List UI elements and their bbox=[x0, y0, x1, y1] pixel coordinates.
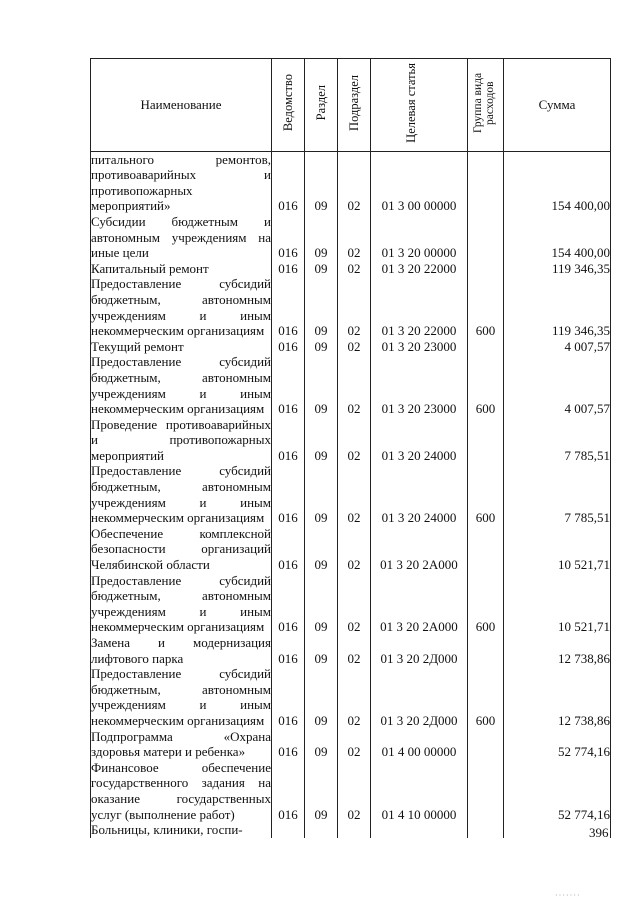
row-section: 09 bbox=[305, 635, 338, 666]
row-expense-group bbox=[468, 526, 504, 573]
table-row bbox=[91, 214, 611, 261]
row-expense-group bbox=[468, 822, 504, 838]
table-row bbox=[91, 666, 611, 728]
row-name: питального ремонтов, противоаварийных и противопожарных мероприятий» bbox=[91, 151, 271, 214]
row-section: 09 bbox=[305, 463, 338, 525]
row-subsection bbox=[338, 822, 371, 838]
table-row bbox=[91, 526, 611, 573]
row-subsection: 02 bbox=[338, 276, 371, 338]
table-row bbox=[91, 417, 611, 464]
header-expense-group: Группа вида расходов bbox=[468, 59, 504, 152]
row-subsection: 02 bbox=[338, 339, 371, 355]
header-amount: Сумма bbox=[504, 59, 611, 152]
table-row bbox=[91, 729, 611, 760]
row-expense-group bbox=[468, 635, 504, 666]
row-amount: 10 521,71 bbox=[504, 526, 611, 573]
row-amount: 7 785,51 bbox=[504, 417, 611, 464]
row-target-item: 01 3 20 00000 bbox=[371, 214, 468, 261]
row-section: 09 bbox=[305, 526, 338, 573]
row-subsection: 02 bbox=[338, 573, 371, 635]
row-name: Текущий ремонт bbox=[91, 339, 272, 355]
header-section: Раздел bbox=[305, 59, 338, 152]
row-amount: 10 521,71 bbox=[504, 573, 611, 635]
row-target-item: 01 4 00 00000 bbox=[371, 729, 468, 760]
row-name: Предоставление субсидий бюджетным, автономным учреждениям и иным некоммерческим организациям bbox=[91, 572, 271, 635]
row-target-item: 01 3 20 2Д000 bbox=[371, 666, 468, 728]
row-target-item: 01 3 00 00000 bbox=[371, 151, 468, 214]
row-expense-group bbox=[468, 339, 504, 355]
row-target-item: 01 3 20 24000 bbox=[371, 417, 468, 464]
row-section: 09 bbox=[305, 339, 338, 355]
table-row bbox=[91, 573, 611, 635]
row-section bbox=[305, 822, 338, 838]
row-name: Предоставление субсидий бюджетным, автономным учреждениям и иным некоммерческим организациям bbox=[91, 463, 271, 526]
table-row bbox=[91, 151, 611, 214]
row-amount: 119 346,35 bbox=[504, 276, 611, 338]
row-target-item: 01 3 20 2Д000 bbox=[371, 635, 468, 666]
row-section: 09 bbox=[305, 276, 338, 338]
row-name: Подпрограмма «Охрана здоровья матери и ребенка» bbox=[91, 728, 271, 760]
row-section: 09 bbox=[305, 666, 338, 728]
row-department: 016 bbox=[272, 276, 305, 338]
row-expense-group bbox=[468, 417, 504, 464]
row-target-item: 01 3 20 23000 bbox=[371, 354, 468, 416]
budget-table bbox=[90, 58, 611, 838]
row-subsection: 02 bbox=[338, 463, 371, 525]
row-name: Предоставление субсидий бюджетным, автономным учреждениям и иным некоммерческим организациям bbox=[91, 276, 271, 339]
row-subsection: 02 bbox=[338, 151, 371, 214]
row-section: 09 bbox=[305, 573, 338, 635]
row-subsection: 02 bbox=[338, 261, 371, 277]
row-target-item: 01 3 20 22000 bbox=[371, 276, 468, 338]
header-target-item: Целевая статья bbox=[371, 59, 468, 152]
row-section: 09 bbox=[305, 214, 338, 261]
row-department: 016 bbox=[272, 463, 305, 525]
row-expense-group bbox=[468, 729, 504, 760]
row-expense-group: 600 bbox=[468, 666, 504, 728]
row-subsection: 02 bbox=[338, 214, 371, 261]
row-amount: 52 774,16 bbox=[504, 760, 611, 822]
header-name: Наименование bbox=[91, 59, 272, 152]
row-amount: 154 400,00 bbox=[504, 151, 611, 214]
row-name: Замена и модернизация лифтового парка bbox=[91, 635, 271, 666]
row-department: 016 bbox=[272, 354, 305, 416]
row-target-item: 01 3 20 22000 bbox=[371, 261, 468, 277]
row-name: Капитальный ремонт bbox=[91, 261, 272, 277]
row-department: 016 bbox=[272, 526, 305, 573]
scan-specks: ······· bbox=[555, 891, 581, 900]
table-row bbox=[91, 822, 611, 838]
row-expense-group: 600 bbox=[468, 354, 504, 416]
row-department: 016 bbox=[272, 729, 305, 760]
row-department: 016 bbox=[272, 214, 305, 261]
row-expense-group: 600 bbox=[468, 463, 504, 525]
header-department: Ведомство bbox=[272, 59, 305, 152]
row-department: 016 bbox=[272, 635, 305, 666]
table-row bbox=[91, 760, 611, 822]
row-subsection: 02 bbox=[338, 760, 371, 822]
row-amount: 4 007,57 bbox=[504, 354, 611, 416]
row-department: 016 bbox=[272, 760, 305, 822]
row-amount: 7 785,51 bbox=[504, 463, 611, 525]
table-header-row bbox=[91, 59, 611, 152]
table-row bbox=[91, 339, 611, 355]
row-expense-group bbox=[468, 760, 504, 822]
table-row bbox=[91, 354, 611, 416]
row-name: Обеспечение комплексной безопасности организаций Челябинской области bbox=[91, 525, 271, 573]
row-name: Больницы, клиники, госпи- bbox=[91, 822, 272, 838]
row-name: Проведение противоаварийных и противопожарных мероприятий bbox=[91, 416, 271, 463]
table-body bbox=[91, 151, 611, 838]
row-section: 09 bbox=[305, 417, 338, 464]
row-department bbox=[272, 822, 305, 838]
row-department: 016 bbox=[272, 573, 305, 635]
row-amount: 12 738,86 bbox=[504, 635, 611, 666]
row-section: 09 bbox=[305, 729, 338, 760]
row-section: 09 bbox=[305, 151, 338, 214]
row-amount: 154 400,00 bbox=[504, 214, 611, 261]
row-amount: 52 774,16 bbox=[504, 729, 611, 760]
row-department: 016 bbox=[272, 666, 305, 728]
row-subsection: 02 bbox=[338, 417, 371, 464]
row-section: 09 bbox=[305, 760, 338, 822]
row-target-item: 01 3 20 24000 bbox=[371, 463, 468, 525]
row-subsection: 02 bbox=[338, 729, 371, 760]
row-target-item bbox=[371, 822, 468, 838]
row-section: 09 bbox=[305, 354, 338, 416]
row-expense-group bbox=[468, 151, 504, 214]
row-department: 016 bbox=[272, 339, 305, 355]
row-target-item: 01 3 20 2А000 bbox=[371, 573, 468, 635]
row-department: 016 bbox=[272, 417, 305, 464]
row-target-item: 01 4 10 00000 bbox=[371, 760, 468, 822]
row-expense-group bbox=[468, 214, 504, 261]
row-amount: 12 738,86 bbox=[504, 666, 611, 728]
row-subsection: 02 bbox=[338, 635, 371, 666]
row-name: Предоставление субсидий бюджетным, автономным учреждениям и иным некоммерческим организациям bbox=[91, 354, 271, 417]
table-row bbox=[91, 463, 611, 525]
row-name: Субсидии бюджетным и автономным учреждениям на иные цели bbox=[91, 213, 271, 261]
table-row bbox=[91, 635, 611, 666]
table-row bbox=[91, 276, 611, 338]
row-department: 016 bbox=[272, 261, 305, 277]
row-subsection: 02 bbox=[338, 666, 371, 728]
header-subsection: Подраздел bbox=[338, 59, 371, 152]
row-department: 016 bbox=[272, 151, 305, 214]
row-target-item: 01 3 20 23000 bbox=[371, 339, 468, 355]
row-section: 09 bbox=[305, 261, 338, 277]
row-amount: 4 007,57 bbox=[504, 339, 611, 355]
page-number: 396 bbox=[589, 825, 609, 840]
table-row bbox=[91, 261, 611, 277]
row-expense-group: 600 bbox=[468, 573, 504, 635]
row-subsection: 02 bbox=[338, 526, 371, 573]
row-name: Финансовое обеспечение государственного задания на оказание государственных услуг (выполнение работ) bbox=[91, 759, 271, 822]
row-expense-group bbox=[468, 261, 504, 277]
row-name: Предоставление субсидий бюджетным, автономным учреждениям и иным некоммерческим организациям bbox=[91, 666, 271, 728]
row-expense-group: 600 bbox=[468, 276, 504, 338]
row-amount: 119 346,35 bbox=[504, 261, 611, 277]
row-target-item: 01 3 20 2А000 bbox=[371, 526, 468, 573]
row-subsection: 02 bbox=[338, 354, 371, 416]
